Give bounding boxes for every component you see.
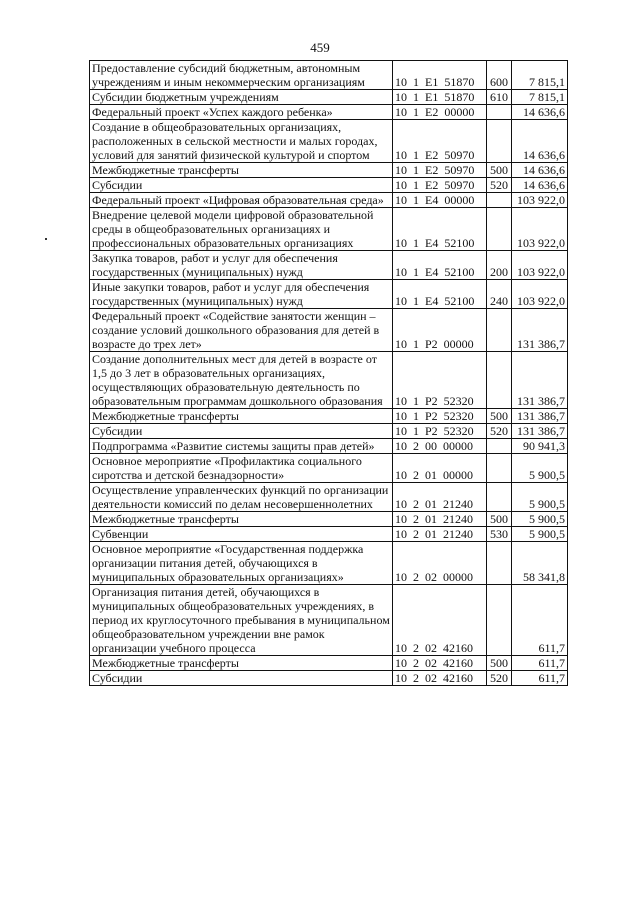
page-number: 459 [310,40,330,55]
table-row [90,105,568,120]
row-expense-type-cell: 600 [487,61,512,90]
row-name-cell: Субсидии бюджетным учреждениям [90,90,393,105]
row-code-cell: 10 1 Е4 00000 [393,193,487,208]
row-code-cell: 10 1 Е2 50970 [393,163,487,178]
row-expense-type-cell: 500 [487,656,512,671]
row-name-cell: Федеральный проект «Успех каждого ребенка» [90,105,393,120]
table-row [90,193,568,208]
row-amount-cell: 131 386,7 [512,309,568,352]
row-amount-cell: 5 900,5 [512,483,568,512]
row-name-cell: Субсидии [90,178,393,193]
budget-table [89,60,568,686]
table-row [90,280,568,309]
row-name-cell: Субсидии [90,424,393,439]
row-code-cell: 10 1 Р2 52320 [393,352,487,409]
row-expense-type-cell: 200 [487,251,512,280]
row-amount-cell: 103 922,0 [512,208,568,251]
row-code-cell: 10 2 02 42160 [393,585,487,656]
row-name-cell: Подпрограмма «Развитие системы защиты прав детей» [90,439,393,454]
row-code-cell: 10 1 Е1 51870 [393,90,487,105]
row-amount-cell: 7 815,1 [512,90,568,105]
row-amount-cell: 58 341,8 [512,542,568,585]
row-code-cell: 10 1 Р2 00000 [393,309,487,352]
row-code-cell: 10 2 01 00000 [393,454,487,483]
table-row [90,120,568,163]
row-code-cell: 10 1 Р2 52320 [393,409,487,424]
row-expense-type-cell: 500 [487,512,512,527]
row-code-cell: 10 1 Е2 00000 [393,105,487,120]
row-expense-type-cell [487,454,512,483]
row-name-cell: Осуществление управленческих функций по организации деятельности комиссий по делам несовершеннолетних [90,483,393,512]
row-amount-cell: 611,7 [512,656,568,671]
row-amount-cell: 14 636,6 [512,120,568,163]
row-expense-type-cell: 500 [487,409,512,424]
table-row [90,671,568,686]
row-amount-cell: 14 636,6 [512,178,568,193]
scan-speck [45,238,47,240]
row-amount-cell: 5 900,5 [512,527,568,542]
row-expense-type-cell: 610 [487,90,512,105]
row-amount-cell: 5 900,5 [512,512,568,527]
table-row [90,512,568,527]
row-name-cell: Федеральный проект «Содействие занятости женщин – создание условий дошкольного образования для детей в возрасте до трех лет» [90,309,393,352]
row-expense-type-cell: 500 [487,163,512,178]
table-row [90,61,568,90]
row-name-cell: Основное мероприятие «Профилактика социального сиротства и детской безнадзорности» [90,454,393,483]
row-expense-type-cell [487,483,512,512]
table-row [90,542,568,585]
row-code-cell: 10 2 00 00000 [393,439,487,454]
row-code-cell: 10 1 Е2 50970 [393,120,487,163]
row-code-cell: 10 2 01 21240 [393,512,487,527]
row-amount-cell: 7 815,1 [512,61,568,90]
row-amount-cell: 611,7 [512,585,568,656]
row-name-cell: Внедрение целевой модели цифровой образовательной среды в общеобразовательных организациях и профессиональных образовательных организациях [90,208,393,251]
row-code-cell: 10 1 Е4 52100 [393,280,487,309]
row-expense-type-cell: 530 [487,527,512,542]
row-name-cell: Предоставление субсидий бюджетным, автономным учреждениям и иным некоммерческим организациям [90,61,393,90]
row-name-cell: Основное мероприятие «Государственная поддержка организации питания детей, обучающихся в муниципальных образовательных организациях» [90,542,393,585]
row-code-cell: 10 1 Р2 52320 [393,424,487,439]
row-code-cell: 10 1 Е4 52100 [393,251,487,280]
row-expense-type-cell [487,208,512,251]
row-code-cell: 10 2 02 42160 [393,656,487,671]
row-amount-cell: 131 386,7 [512,424,568,439]
table-row [90,439,568,454]
table-row [90,208,568,251]
row-amount-cell: 14 636,6 [512,105,568,120]
row-name-cell: Межбюджетные трансферты [90,163,393,178]
row-code-cell: 10 1 Е2 50970 [393,178,487,193]
row-amount-cell: 103 922,0 [512,251,568,280]
table-row [90,352,568,409]
table-row [90,454,568,483]
row-name-cell: Субвенции [90,527,393,542]
table-row [90,656,568,671]
row-amount-cell: 103 922,0 [512,193,568,208]
row-name-cell: Федеральный проект «Цифровая образовательная среда» [90,193,393,208]
row-amount-cell: 90 941,3 [512,439,568,454]
table-row [90,424,568,439]
row-amount-cell: 131 386,7 [512,409,568,424]
row-amount-cell: 14 636,6 [512,163,568,178]
row-expense-type-cell: 240 [487,280,512,309]
row-name-cell: Межбюджетные трансферты [90,409,393,424]
row-amount-cell: 5 900,5 [512,454,568,483]
row-name-cell: Создание в общеобразовательных организациях, расположенных в сельской местности и малых городах, условий для занятий физической культурой и спортом [90,120,393,163]
row-amount-cell: 611,7 [512,671,568,686]
row-name-cell: Межбюджетные трансферты [90,656,393,671]
row-expense-type-cell [487,120,512,163]
row-expense-type-cell: 520 [487,424,512,439]
row-expense-type-cell: 520 [487,671,512,686]
table-row [90,409,568,424]
row-expense-type-cell [487,193,512,208]
row-expense-type-cell [487,542,512,585]
table-row [90,178,568,193]
table-row [90,585,568,656]
table-row [90,309,568,352]
table-row [90,483,568,512]
table-row [90,251,568,280]
row-code-cell: 10 1 Е1 51870 [393,61,487,90]
row-expense-type-cell: 520 [487,178,512,193]
row-name-cell: Межбюджетные трансферты [90,512,393,527]
row-code-cell: 10 1 Е4 52100 [393,208,487,251]
row-expense-type-cell [487,439,512,454]
budget-table-body [90,61,568,686]
row-amount-cell: 103 922,0 [512,280,568,309]
row-expense-type-cell [487,585,512,656]
table-row [90,527,568,542]
row-code-cell: 10 2 02 42160 [393,671,487,686]
row-name-cell: Создание дополнительных мест для детей в возрасте от 1,5 до 3 лет в образовательных организациях, осуществляющих образовательную деятельность по образовательным программам дошкольного образования [90,352,393,409]
table-row [90,90,568,105]
row-code-cell: 10 2 02 00000 [393,542,487,585]
row-code-cell: 10 2 01 21240 [393,527,487,542]
table-row [90,163,568,178]
row-name-cell: Организация питания детей, обучающихся в муниципальных общеобразовательных учреждениях, в период их круглосуточного пребывания в муниципальном общеобразовательном учреждении вне рамок организации учебного процесса [90,585,393,656]
row-name-cell: Иные закупки товаров, работ и услуг для обеспечения государственных (муниципальных) нужд [90,280,393,309]
row-expense-type-cell [487,105,512,120]
row-expense-type-cell [487,352,512,409]
row-amount-cell: 131 386,7 [512,352,568,409]
row-expense-type-cell [487,309,512,352]
row-name-cell: Закупка товаров, работ и услуг для обеспечения государственных (муниципальных) нужд [90,251,393,280]
row-code-cell: 10 2 01 21240 [393,483,487,512]
row-name-cell: Субсидии [90,671,393,686]
